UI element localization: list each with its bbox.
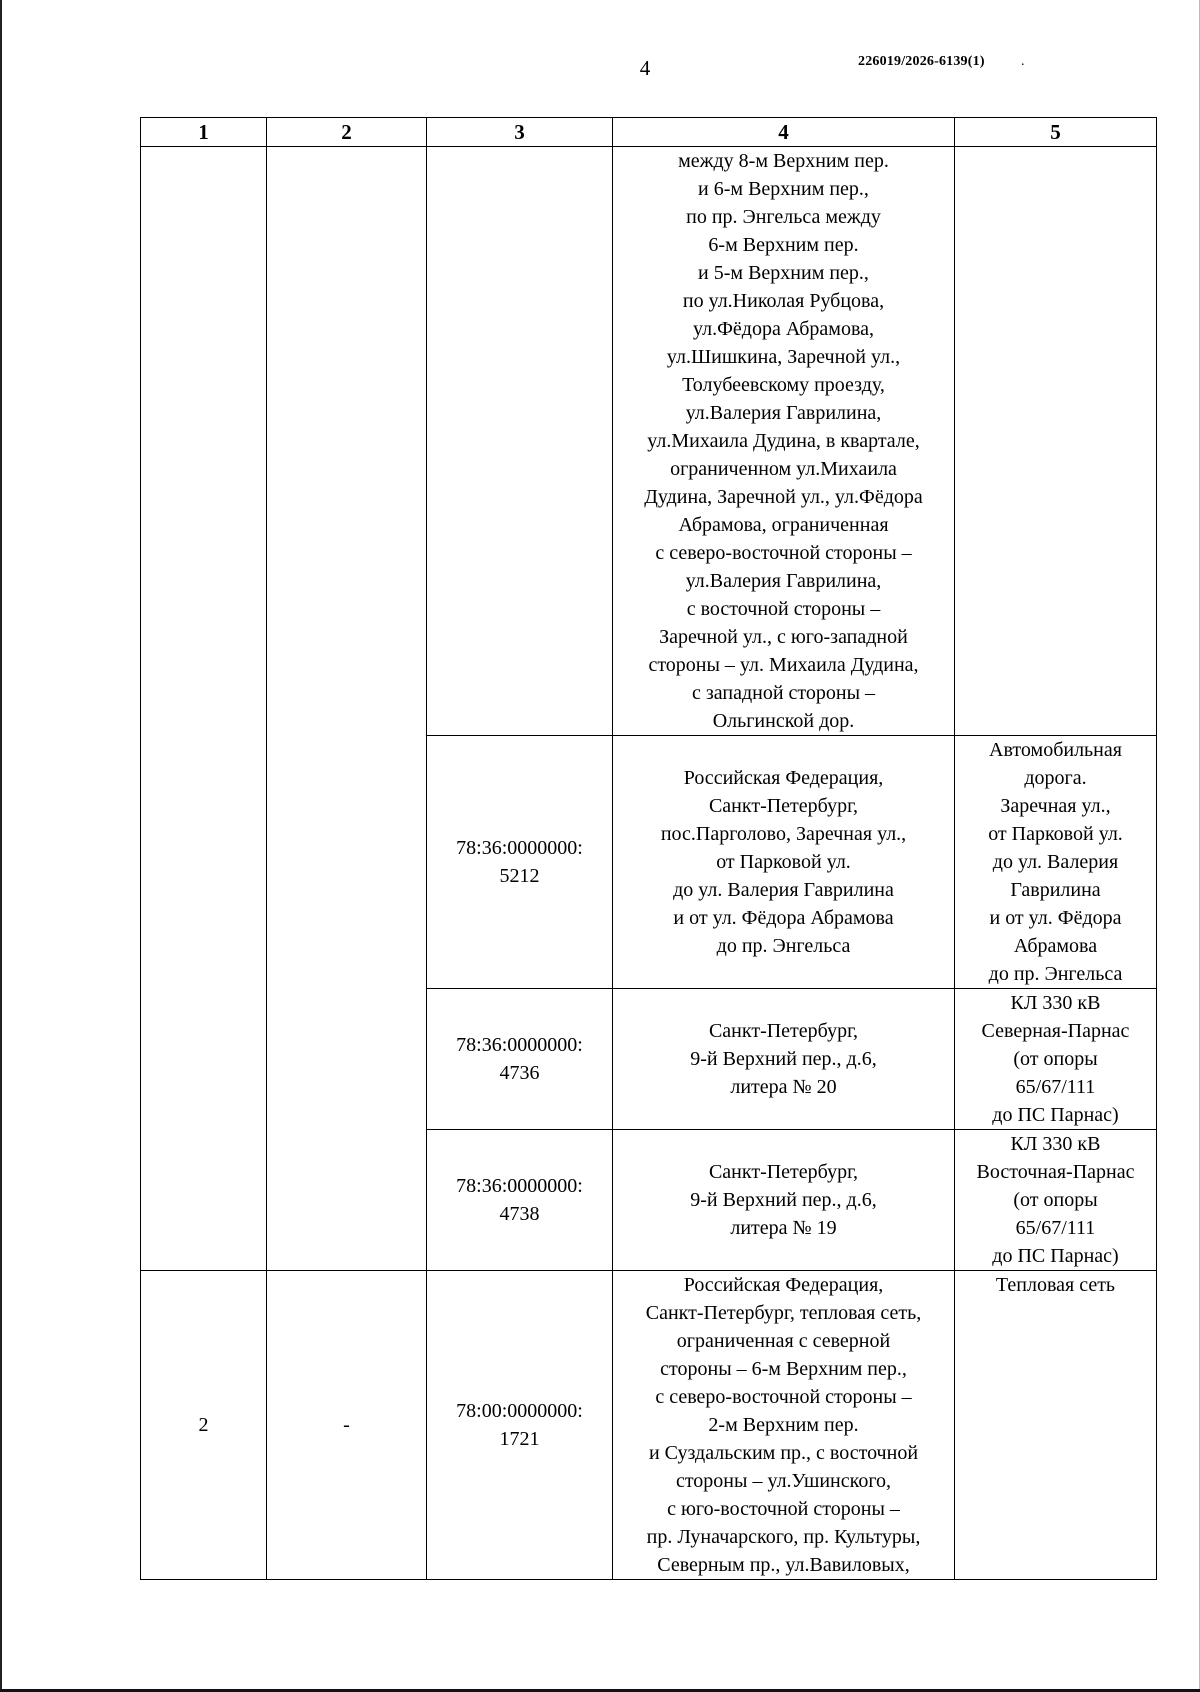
cell-object-empty xyxy=(955,147,1157,736)
header-row xyxy=(141,118,1157,147)
cell-number-empty xyxy=(141,147,267,1271)
cell-object-5212: Автомобильная дорога. Заречная ул., от Парковой ул. до ул. Валерия Гаврилина и от ул. Фёдора Абрамова до пр. Энгельса xyxy=(955,736,1157,989)
page-left-edge xyxy=(0,0,2,1692)
cell-address-4736: Санкт-Петербург, 9-й Верхний пер., д.6, литера № 20 xyxy=(613,989,955,1130)
cell-cadastral-4736: 78:36:0000000: 4736 xyxy=(427,989,613,1130)
cell-number-2: 2 xyxy=(141,1271,267,1580)
header-col-2: 2 xyxy=(267,118,427,147)
header-col-4: 4 xyxy=(613,118,955,147)
cell-address-continued: между 8-м Верхним пер. и 6-м Верхним пер., по пр. Энгельса между 6-м Верхним пер. и 5-м Верхним пер., по ул.Николая Рубцова, ул.Фёдора Абрамова, ул.Шишкина, Заречной ул., Толубеевскому проезду, ул.Валерия Гаврилина, ул.Михаила Дудина, в квартале, ограниченном ул.Михаила Дудина, Заречной ул., ул.Фёдора Абрамова, ограниченная с северо-восточной стороны – ул.Валерия Гаврилина, с восточной стороны – Заречной ул., с юго-западной стороны – ул. Михаила Дудина, с западной стороны – Ольгинской дор. xyxy=(613,147,955,736)
cell-address-4738: Санкт-Петербург, 9-й Верхний пер., д.6, литера № 19 xyxy=(613,1130,955,1271)
cell-cadastral-4738: 78:36:0000000: 4738 xyxy=(427,1130,613,1271)
document-reference-dot: . xyxy=(1021,54,1025,69)
cell-cadastral-5212: 78:36:0000000: 5212 xyxy=(427,736,613,989)
cell-cadastral-1721: 78:00:0000000: 1721 xyxy=(427,1271,613,1580)
header-col-3: 3 xyxy=(427,118,613,147)
cell-address-1721: Российская Федерация, Санкт-Петербург, тепловая сеть, ограниченная с северной стороны – 6-м Верхним пер., с северо-восточной стороны – 2-м Верхним пер. и Суздальским пр., с восточной стороны – ул.Ушинского, с юго-восточной стороны – пр. Луначарского, пр. Культуры, Северным пр., ул.Вавиловых, xyxy=(613,1271,955,1580)
header-col-1: 1 xyxy=(141,118,267,147)
document-reference: 226019/2026-6139(1) xyxy=(858,54,985,69)
property-table xyxy=(140,117,1157,1580)
header-col-5: 5 xyxy=(955,118,1157,147)
cell-col2-dash: - xyxy=(267,1271,427,1580)
cell-col2-empty xyxy=(267,147,427,1271)
cell-address-5212: Российская Федерация, Санкт-Петербург, пос.Парголово, Заречная ул., от Парковой ул. до ул. Валерия Гаврилина и от ул. Фёдора Абрамова до пр. Энгельса xyxy=(613,736,955,989)
cell-object-1721: Тепловая сеть xyxy=(955,1271,1157,1580)
page-number: 4 xyxy=(639,56,651,80)
cell-cadastral-empty xyxy=(427,147,613,736)
table-row xyxy=(141,1271,1157,1580)
table-row xyxy=(141,147,1157,736)
cell-object-4736: КЛ 330 кВ Северная-Парнас (от опоры 65/67/111 до ПС Парнас) xyxy=(955,989,1157,1130)
cell-object-4738: КЛ 330 кВ Восточная-Парнас (от опоры 65/67/111 до ПС Парнас) xyxy=(955,1130,1157,1271)
